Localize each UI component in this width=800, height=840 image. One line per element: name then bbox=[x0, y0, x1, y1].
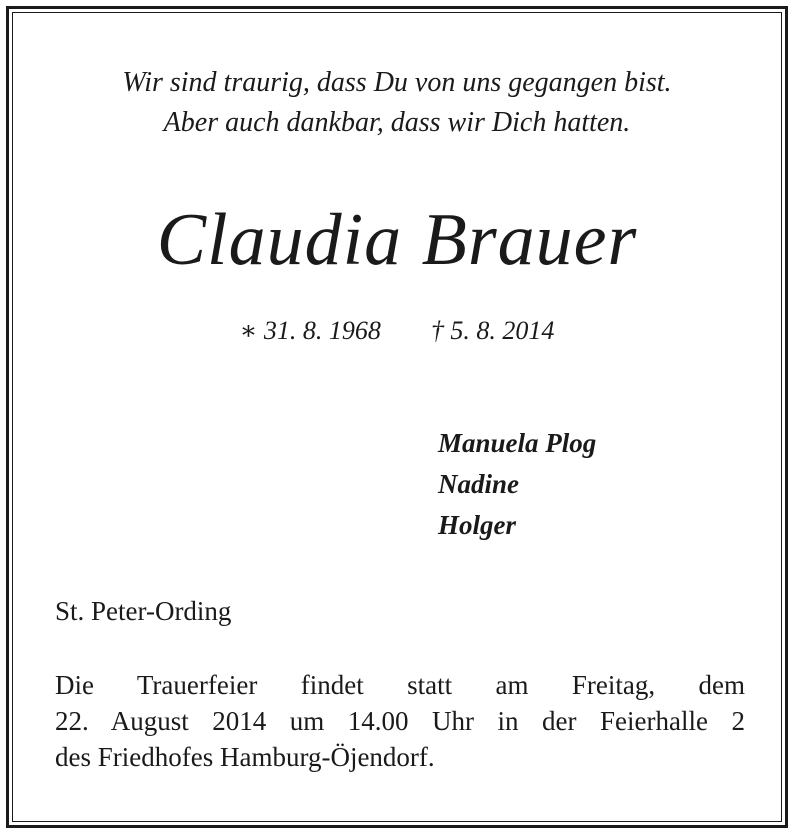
funeral-line-1: Die Trauerfeier findet statt am Freitag, dem bbox=[55, 670, 745, 700]
life-dates bbox=[9, 311, 785, 351]
motto bbox=[9, 63, 785, 143]
mourners-list bbox=[438, 423, 596, 546]
place-name: St. Peter-Ording bbox=[55, 596, 232, 626]
notice-border bbox=[6, 6, 788, 828]
death-date: † 5. 8. 2014 bbox=[430, 316, 555, 345]
birth-date: ∗ 31. 8. 1968 bbox=[239, 316, 381, 345]
motto-line-2: Aber auch dankbar, dass wir Dich hatten. bbox=[163, 107, 631, 138]
funeral-line-2: 22. August 2014 um 14.00 Uhr in der Feierhalle 2 bbox=[55, 706, 745, 736]
motto-line-1: Wir sind traurig, dass Du von uns gegangen bist. bbox=[122, 67, 672, 98]
funeral-line-3: des Friedhofes Hamburg-Öjendorf. bbox=[55, 742, 435, 772]
mourner-name: Holger bbox=[438, 510, 516, 540]
mourner-name: Nadine bbox=[438, 469, 519, 499]
funeral-info bbox=[55, 667, 745, 775]
deceased-name: Claudia Brauer bbox=[156, 199, 638, 281]
mourner-name: Manuela Plog bbox=[438, 428, 597, 458]
